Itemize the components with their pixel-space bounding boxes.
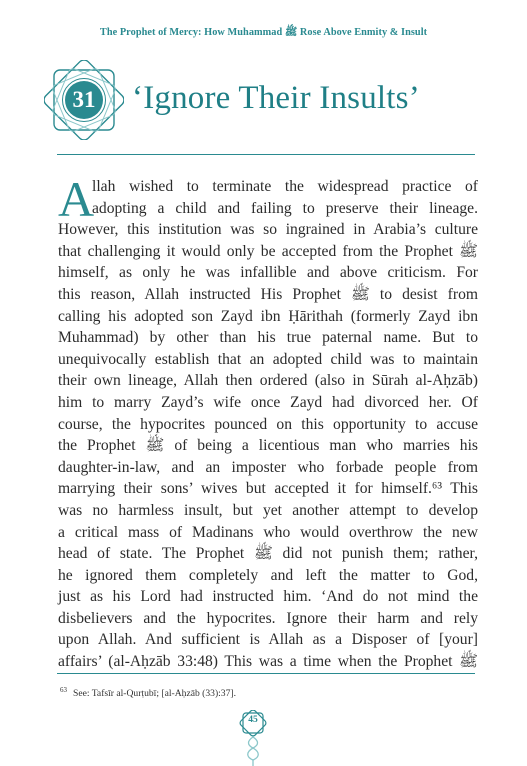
footnote <box>60 686 236 699</box>
body-text <box>58 171 478 673</box>
body-line: daughter-in-law, and an imposter who forbade people from <box>58 458 478 476</box>
body-line: Muhammad) by other than his true paternal name. But to <box>58 329 478 347</box>
body-line: a critical mass of Madinans who would overthrow the new <box>58 523 478 541</box>
body-line: calling his adopted son Zayd ibn Ḥārithah (formerly Zayd ibn <box>58 307 478 325</box>
body-line: unequivocally establish that an adopted child was to maintain <box>58 350 478 368</box>
body-line: upon Allah. And sufficient is Allah as a Disposer of [your] <box>58 631 478 649</box>
chapter-number: 31 <box>72 87 96 112</box>
body-line: marrying their sons’ wives but accepted it for himself.⁶³ This <box>58 480 478 498</box>
body-line: himself, as only he was infallible and above criticism. For <box>58 264 478 282</box>
body-line: llah wished to terminate the widespread practice of <box>92 178 478 195</box>
page-number: 45 <box>248 715 258 725</box>
footnote-text: See: Tafsīr al-Qurṭubī; [al-Aḥzāb (33):37]. <box>73 688 236 700</box>
body-line: adopting a child and failing to preserve their lineage. <box>92 199 478 217</box>
body-line: he ignored them completely and left the matter to God, <box>58 566 478 584</box>
body-line: this reason, Allah instructed His Prophet ﷺ to desist from <box>58 285 478 303</box>
chapter-title: ‘Ignore Their Insults’ <box>132 80 420 116</box>
body-line: that challenging it would only be accepted from the Prophet ﷺ <box>58 242 478 260</box>
body-line: was no harmless insult, but yet another attempt to develop <box>58 501 478 519</box>
body-line: However, this institution was so ingrained in Arabia’s culture <box>58 221 478 239</box>
body-line: him to marry Zayd’s wife once Zayd had divorced her. Of <box>58 393 478 411</box>
running-head: The Prophet of Mercy: How Muhammad ﷺ Rose Above Enmity & Insult <box>99 27 428 38</box>
body-line: disbelievers and the hypocrites. Ignore their harm and rely <box>58 609 478 627</box>
body-line: course, the hypocrites pounced on this opportunity to accuse <box>58 415 478 433</box>
body-line: affairs’ (al-Aḥzāb 33:48) This was a time when the Prophet ﷺ <box>58 653 478 671</box>
footnote-divider <box>57 673 475 674</box>
body-line: their own lineage, Allah then ordered (also in Sūrah al-Aḥzāb) <box>58 372 478 390</box>
body-line: just as his Lord had instructed him. ‘And do not mind the <box>58 588 478 606</box>
body-line: the Prophet ﷺ of being a licentious man who marries his <box>58 437 478 455</box>
body-line: head of state. The Prophet ﷺ did not punish them; rather, <box>58 545 478 563</box>
drop-cap: A <box>58 171 95 227</box>
chapter-badge <box>44 60 124 140</box>
header-divider <box>57 154 475 155</box>
footnote-marker: 63 <box>60 686 67 694</box>
